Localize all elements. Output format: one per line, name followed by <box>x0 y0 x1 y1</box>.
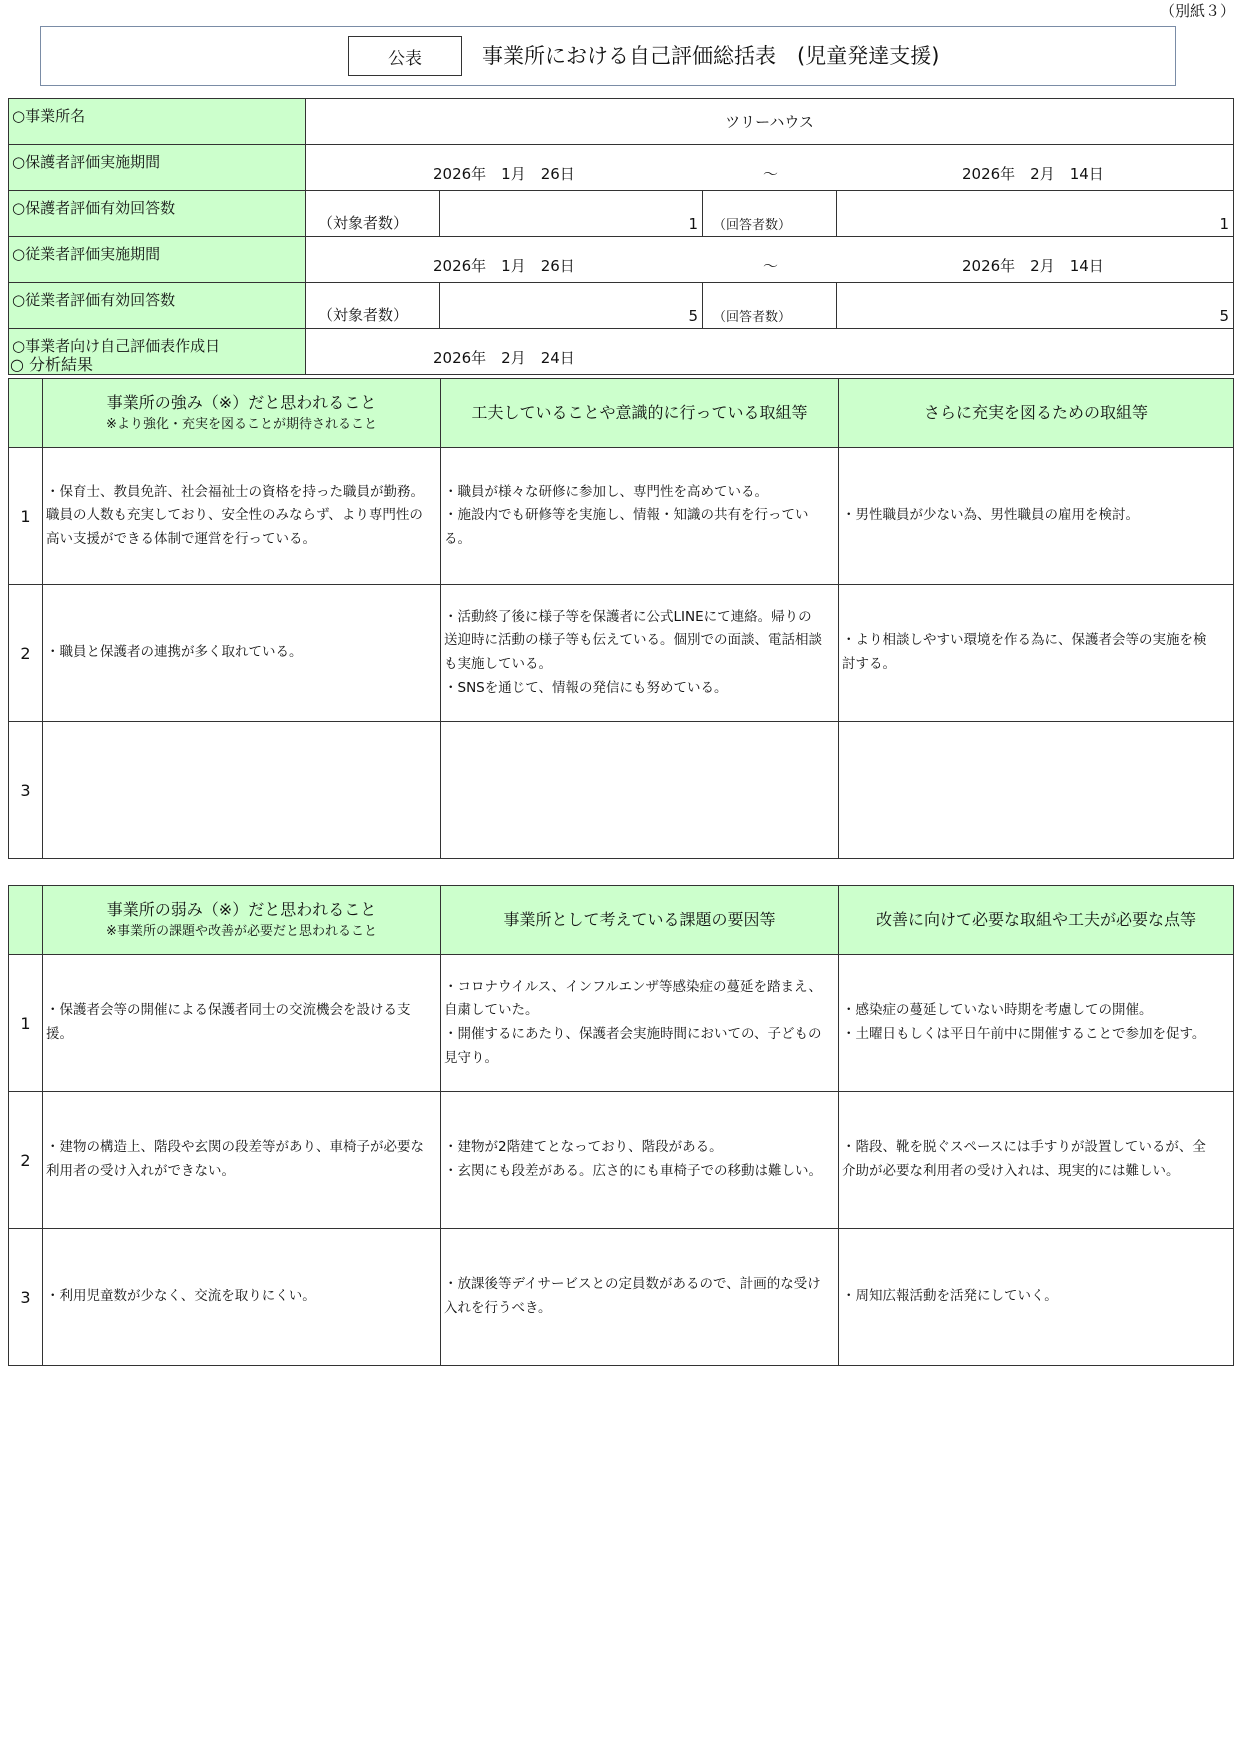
row-number: 3 <box>9 1229 43 1366</box>
line: ・男性職員が少ない為、男性職員の雇用を検討。 <box>842 507 1139 524</box>
improvement-cell <box>839 1229 1234 1366</box>
row-number: 2 <box>9 585 43 722</box>
strengths-col1-sub: ※より強化・充実を図ることが期待されること <box>106 417 377 433</box>
line: ・利用児童数が少なく、交流を取りにくい。 <box>46 1288 316 1305</box>
strengths-row-3 <box>9 722 1234 859</box>
row-number: 1 <box>9 955 43 1092</box>
weaknesses-col1-title: 事業所の弱み（※）だと思われること <box>106 900 377 920</box>
weaknesses-col1-sub: ※事業所の課題や改善が必要だと思われること <box>106 924 377 940</box>
line: 高い支援ができる体制で運営を行っている。 <box>46 530 316 547</box>
line: ・活動終了後に様子等を保護者に公式LINEにて連絡。帰りの <box>444 608 812 625</box>
staff-respondent-label: （回答者数） <box>703 283 837 329</box>
weakness-cell <box>43 1092 441 1229</box>
line: 介助が必要な利用者の受け入れは、現実的には難しい。 <box>842 1163 1180 1179</box>
public-label: 公表 <box>348 36 462 76</box>
line: 利用者の受け入れができない。 <box>46 1163 235 1179</box>
row-number: 2 <box>9 1092 43 1229</box>
cause-cell <box>441 1229 839 1366</box>
weaknesses-table <box>8 885 1234 1366</box>
enhancement-cell <box>839 722 1234 859</box>
strengths-header-col1 <box>43 379 441 448</box>
staff-period-start: 2026年 1月 26日 <box>433 257 575 275</box>
guardian-respondent-count: 1 <box>837 191 1234 237</box>
weaknesses-header-col2: 事業所として考えている課題の要因等 <box>441 886 839 955</box>
line: ・階段、靴を脱ぐスペースには手すりが設置しているが、全 <box>842 1139 1206 1156</box>
line: ・放課後等デイサービスとの定員数があるので、計画的な受け <box>444 1276 821 1293</box>
guardian-period-end: 2026年 2月 14日 <box>962 165 1104 183</box>
line: ・感染症の蔓延していない時期を考慮しての開催。 <box>842 1002 1153 1019</box>
line: ・建物の構造上、階段や玄関の段差等があり、車椅子が必要な <box>46 1139 424 1156</box>
line: 職員の人数も充実しており、安全性のみならず、より専門性の <box>46 507 423 524</box>
strengths-header-blank <box>9 379 43 448</box>
created-date-label: ○事業者向け自己評価表作成日 <box>9 329 306 375</box>
line: る。 <box>444 530 471 547</box>
office-name-row <box>9 99 1234 145</box>
line: 自粛していた。 <box>444 1002 539 1019</box>
guardian-period-start: 2026年 1月 26日 <box>433 165 575 183</box>
improvement-cell <box>839 1092 1234 1229</box>
effort-cell <box>441 722 839 859</box>
weaknesses-header-row <box>9 886 1234 955</box>
line: ・周知広報活動を活発にしていく。 <box>842 1288 1058 1305</box>
strength-cell <box>43 448 441 585</box>
weaknesses-header-col3: 改善に向けて必要な取組や工夫が必要な点等 <box>839 886 1234 955</box>
staff-period-label: ○従業者評価実施期間 <box>9 237 306 283</box>
guardian-period-row <box>9 145 1234 191</box>
strengths-header-col2: 工夫していることや意識的に行っている取組等 <box>441 379 839 448</box>
row-number: 3 <box>9 722 43 859</box>
staff-respondent-count: 5 <box>837 283 1234 329</box>
staff-valid-label: ○従業者評価有効回答数 <box>9 283 306 329</box>
line: ・開催するにあたり、保護者会実施時間においての、子どもの <box>444 1026 822 1042</box>
line: ・より相談しやすい環境を作る為に、保護者会等の実施を検 <box>842 632 1207 649</box>
office-info-table <box>8 98 1234 375</box>
strength-cell <box>43 585 441 722</box>
guardian-respondent-label: （回答者数） <box>703 191 837 237</box>
staff-period-end: 2026年 2月 14日 <box>962 257 1104 275</box>
page-title: 事業所における自己評価総括表 (児童発達支援) <box>482 44 940 68</box>
weakness-cell <box>43 955 441 1092</box>
line: ・職員と保護者の連携が多く取れている。 <box>46 644 303 661</box>
line: ・保育士、教員免許、社会福祉士の資格を持った職員が勤務。 <box>46 483 424 500</box>
effort-cell <box>441 585 839 722</box>
strengths-row-2 <box>9 585 1234 722</box>
line: 送迎時に活動の様子等も伝えている。個別での面談、電話相談 <box>444 632 822 649</box>
guardian-valid-row <box>9 191 1234 237</box>
line: 討する。 <box>842 656 896 672</box>
guardian-target-count: 1 <box>440 191 703 237</box>
created-date-row <box>9 329 1234 375</box>
line: ・コロナウイルス、インフルエンザ等感染症の蔓延を踏まえ、 <box>444 978 822 995</box>
weakness-cell <box>43 1229 441 1366</box>
line: ・保護者会等の開催による保護者同士の交流機会を設ける支 <box>46 1002 411 1019</box>
staff-valid-row <box>9 283 1234 329</box>
line: 見守り。 <box>444 1049 498 1066</box>
office-name: ツリーハウス <box>306 99 1234 145</box>
line: ・SNSを通じて、情報の発信にも努めている。 <box>444 679 728 696</box>
staff-period-row <box>9 237 1234 283</box>
guardian-period-tilde: ～ <box>763 165 779 183</box>
created-date: 2026年 2月 24日 <box>433 349 575 367</box>
strengths-header-col3: さらに充実を図るための取組等 <box>839 379 1234 448</box>
enhancement-cell <box>839 585 1234 722</box>
strength-cell <box>43 722 441 859</box>
weaknesses-header-blank <box>9 886 43 955</box>
cause-cell <box>441 1092 839 1229</box>
strengths-header-row <box>9 379 1234 448</box>
guardian-valid-label: ○保護者評価有効回答数 <box>9 191 306 237</box>
line: 援。 <box>46 1026 73 1042</box>
line: も実施している。 <box>444 656 552 672</box>
guardian-period-label: ○保護者評価実施期間 <box>9 145 306 191</box>
weaknesses-header-col1 <box>43 886 441 955</box>
row-number: 1 <box>9 448 43 585</box>
line: ・施設内でも研修等を実施し、情報・知識の共有を行ってい <box>444 507 809 524</box>
attachment-note: （別紙３） <box>1160 2 1236 20</box>
staff-target-label: （対象者数） <box>306 283 440 329</box>
weaknesses-row-2 <box>9 1092 1234 1229</box>
analysis-heading: ○ 分析結果 <box>10 355 94 374</box>
staff-target-count: 5 <box>440 283 703 329</box>
line: ・玄関にも段差がある。広さ的にも車椅子での移動は難しい。 <box>444 1163 822 1179</box>
line: 入れを行うべき。 <box>444 1300 552 1316</box>
staff-period-tilde: ～ <box>763 257 779 275</box>
strengths-col1-title: 事業所の強み（※）だと思われること <box>106 393 377 413</box>
line: ・土曜日もしくは平日午前中に開催することで参加を促す。 <box>842 1026 1206 1042</box>
improvement-cell <box>839 955 1234 1092</box>
guardian-target-label: （対象者数） <box>306 191 440 237</box>
strengths-table <box>8 378 1234 859</box>
weaknesses-row-3 <box>9 1229 1234 1366</box>
strengths-row-1 <box>9 448 1234 585</box>
effort-cell <box>441 448 839 585</box>
line: ・建物が2階建てとなっており、階段がある。 <box>444 1139 723 1156</box>
office-name-label: ○事業所名 <box>9 99 306 145</box>
line: ・職員が様々な研修に参加し、専門性を高めている。 <box>444 483 768 500</box>
weaknesses-row-1 <box>9 955 1234 1092</box>
enhancement-cell <box>839 448 1234 585</box>
cause-cell <box>441 955 839 1092</box>
